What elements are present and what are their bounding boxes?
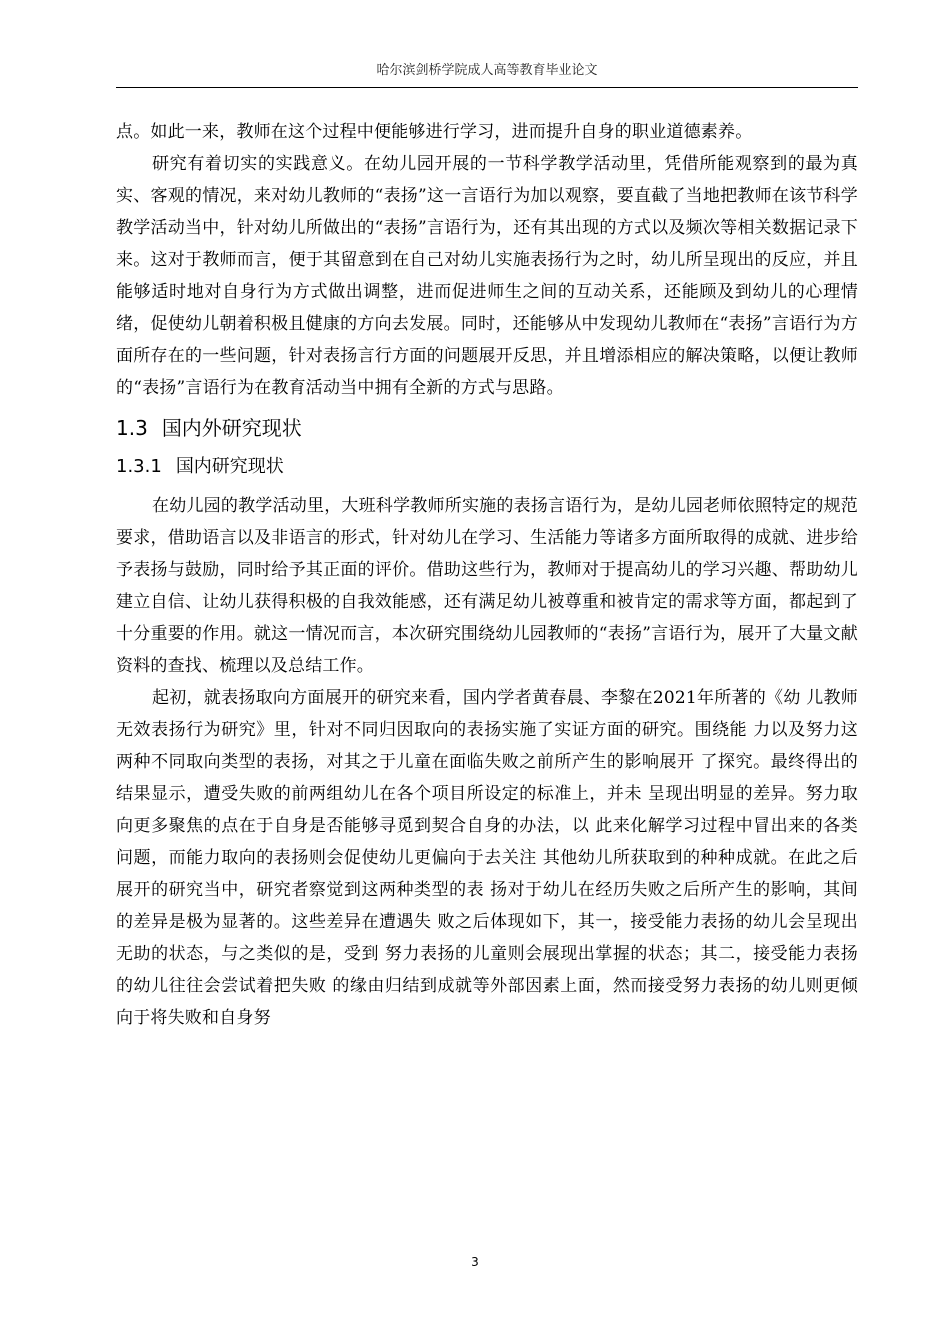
document-body	[116, 116, 858, 1034]
header-divider	[116, 87, 858, 88]
subsection-number: 1.3.1	[116, 456, 162, 477]
subsection-heading	[116, 454, 858, 480]
section-title: 国内外研究现状	[161, 416, 302, 440]
paragraph: 起初，就表扬取向方面展开的研究来看，国内学者黄春晨、李黎在2021年所著的《幼 儿教师无效表扬行为研究》里，针对不同归因取向的表扬实施了实证方面的研究。围绕能 力以及努力这两种不同取向类型的表扬，对其之于儿童在面临失败之前所产生的影响展开 了探究。最终得出的结果显示，遭受失败的前两组幼儿在各个项目所设定的标准上，并未 呈现出明显的差异。努力取向更多聚焦的点在于自身是否能够寻觅到契合自身的办法，以 此来化解学习过程中冒出来的各类问题，而能力取向的表扬则会促使幼儿更偏向于去关注 其他幼儿所获取到的种种成就。在此之后展开的研究当中，研究者察觉到这两种类型的表 扬对于幼儿在经历失败之后所产生的影响，其间的差异是极为显著的。这些差异在遭遇失 败之后体现如下，其一，接受能力表扬的幼儿会呈现出无助的状态，与之类似的是，受到 努力表扬的儿童则会展现出掌握的状态；其二，接受能力表扬的幼儿往往会尝试着把失败 的缘由归结到成就等外部因素上面，然而接受努力表扬的幼儿则更倾向于将失败和自身努	[116, 688, 858, 1028]
paragraph: 在幼儿园的教学活动里，大班科学教师所实施的表扬言语行为，是幼儿园老师依照特定的规范要求，借助语言以及非语言的形式，针对幼儿在学习、生活能力等诸多方面所取得的成就、进步给予表扬与鼓励，同时给予其正面的评价。借助这些行为，教师对于提高幼儿的学习兴趣、帮助幼儿建立自信、让幼儿获得积极的自我效能感，还有满足幼儿被尊重和被肯定的需求等方面，都起到了十分重要的作用。就这一情况而言，本次研究围绕幼儿园教师的“表扬”言语行为，展开了大量文献资料的查找、梳理以及总结工作。	[116, 496, 858, 676]
section-heading	[116, 414, 858, 442]
section-number: 1.3	[116, 416, 148, 440]
running-header: 哈尔滨剑桥学院成人高等教育毕业论文	[376, 63, 598, 78]
subsection-title: 国内研究现状	[175, 456, 284, 477]
page-number: 3	[471, 1255, 479, 1269]
paragraph: 点。如此一来，教师在这个过程中便能够进行学习，进而提升自身的职业道德素养。	[116, 122, 753, 142]
paragraph: 研究有着切实的实践意义。在幼儿园开展的一节科学教学活动里，凭借所能观察到的最为真实、客观的情况，来对幼儿教师的“表扬”这一言语行为加以观察，要直截了当地把教师在该节科学教学活动当中，针对幼儿所做出的“表扬”言语行为，还有其出现的方式以及频次等相关数据记录下来。这对于教师而言，便于其留意到在自己对幼儿实施表扬行为之时，幼儿所呈现出的反应，并且能够适时地对自身行为方式做出调整，进而促进师生之间的互动关系，还能顾及到幼儿的心理情绪，促使幼儿朝着积极且健康的方向去发展。同时，还能够从中发现幼儿教师在“表扬”言语行为方面所存在的一些问题，针对表扬言行方面的问题展开反思，并且增添相应的解决策略，以便让教师的“表扬”言语行为在教育活动当中拥有全新的方式与思路。	[116, 154, 858, 398]
